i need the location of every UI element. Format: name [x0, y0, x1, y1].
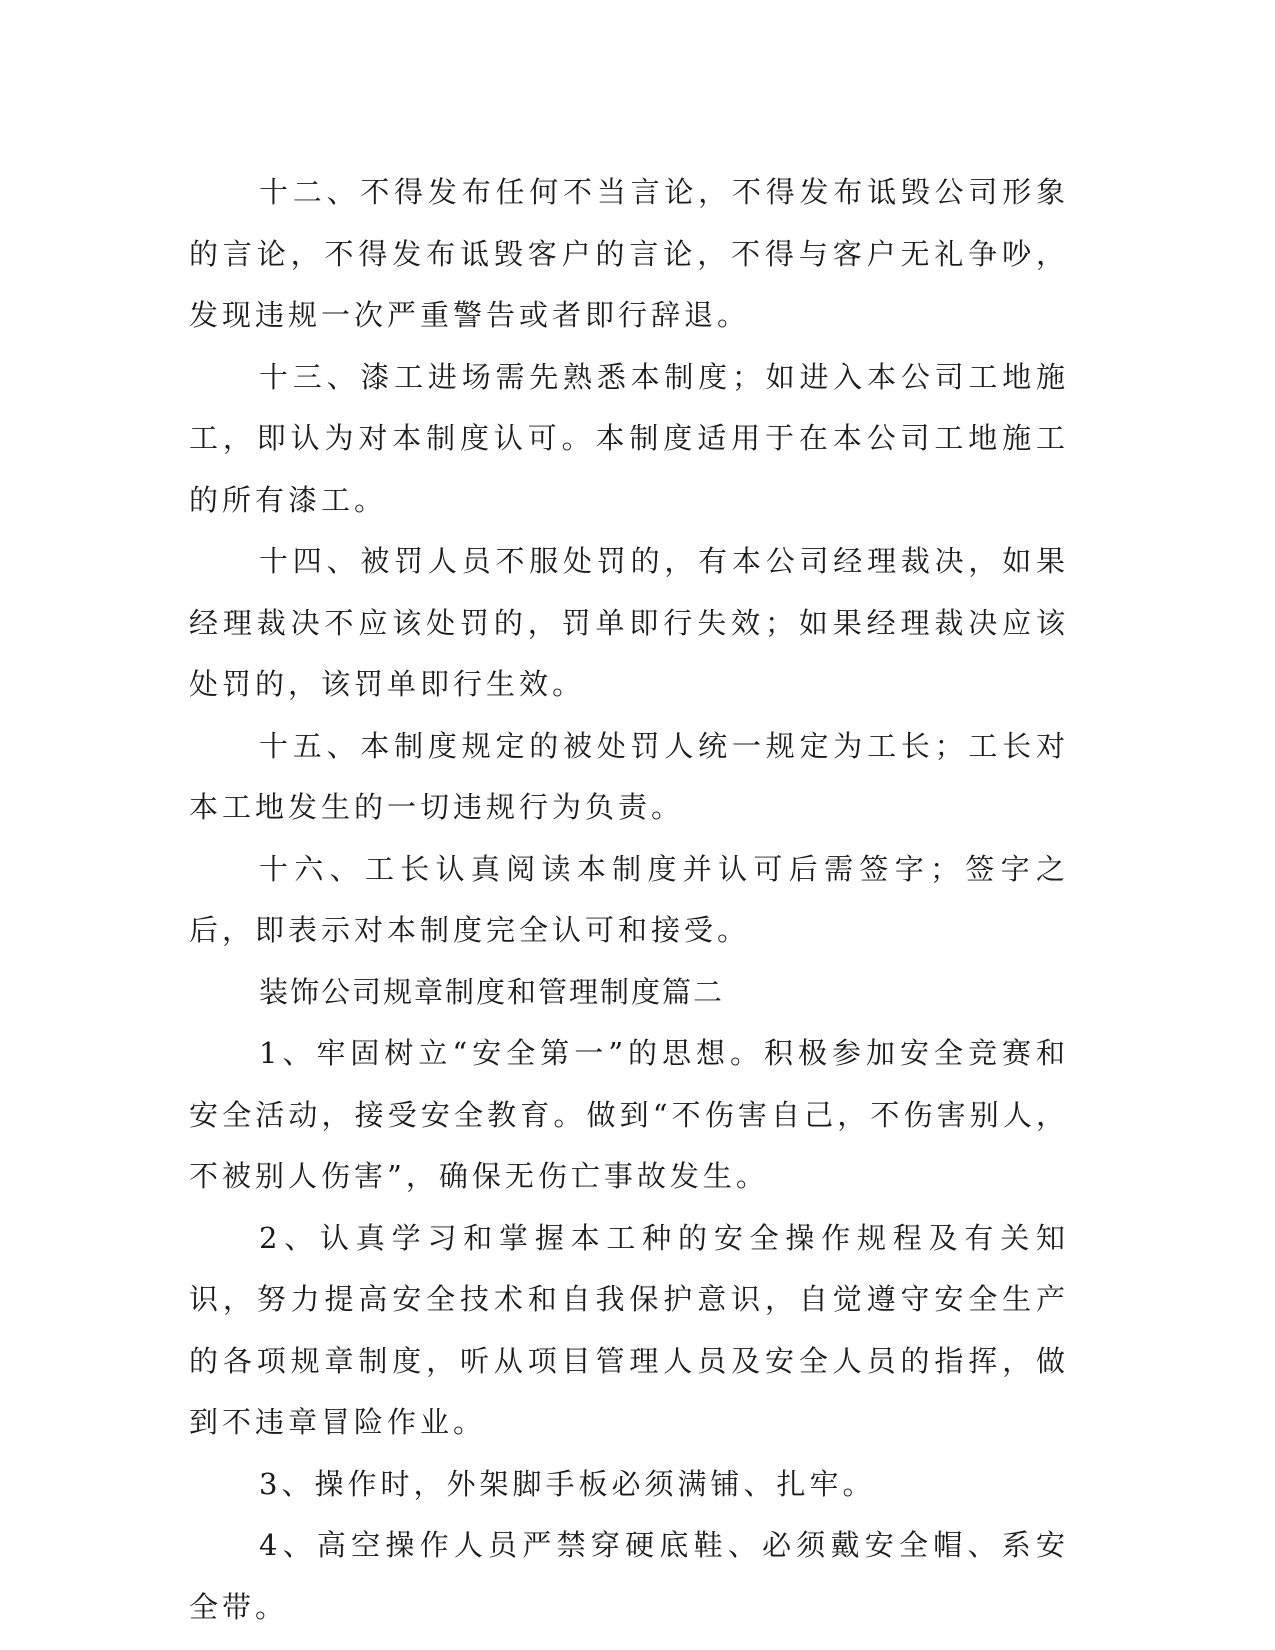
paragraph-16: 十六、工长认真阅读本制度并认可后需签字；签字之后，即表示对本制度完全认可和接受。: [189, 851, 1069, 947]
document-body: [189, 162, 1069, 1638]
paragraph-15: 十五、本制度规定的被处罚人统一规定为工长；工长对本工地发生的一切违规行为负责。: [189, 728, 1069, 824]
rule-2: 2、认真学习和掌握本工种的安全操作规程及有关知识，努力提高安全技术和自我保护意识，自觉遵守安全生产的各项规章制度，听从项目管理人员及安全人员的指挥，做到不违章冒险作业。: [189, 1220, 1069, 1439]
rule-3: 3、操作时，外架脚手板必须满铺、扎牢。: [259, 1466, 876, 1501]
paragraph-12: 十二、不得发布任何不当言论，不得发布诋毁公司形象的言论，不得发布诋毁客户的言论，不得与客户无礼争吵，发现违规一次严重警告或者即行辞退。: [189, 175, 1069, 332]
section-heading: 装饰公司规章制度和管理制度篇二: [259, 974, 725, 1009]
paragraph-13: 十三、漆工进场需先熟悉本制度；如进入本公司工地施工，即认为对本制度认可。本制度适用于在本公司工地施工的所有漆工。: [189, 359, 1069, 517]
rule-1: 1、牢固树立“安全第一”的思想。积极参加安全竞赛和安全活动，接受安全教育。做到“不伤害自己，不伤害别人，不被别人伤害”，确保无伤亡事故发生。: [189, 1036, 1069, 1193]
paragraph-14: 十四、被罚人员不服处罚的，有本公司经理裁决，如果经理裁决不应该处罚的，罚单即行失效；如果经理裁决应该处罚的，该罚单即行生效。: [189, 544, 1069, 701]
rule-4: 4、高空操作人员严禁穿硬底鞋、必须戴安全帽、系安全带。: [189, 1528, 1069, 1624]
